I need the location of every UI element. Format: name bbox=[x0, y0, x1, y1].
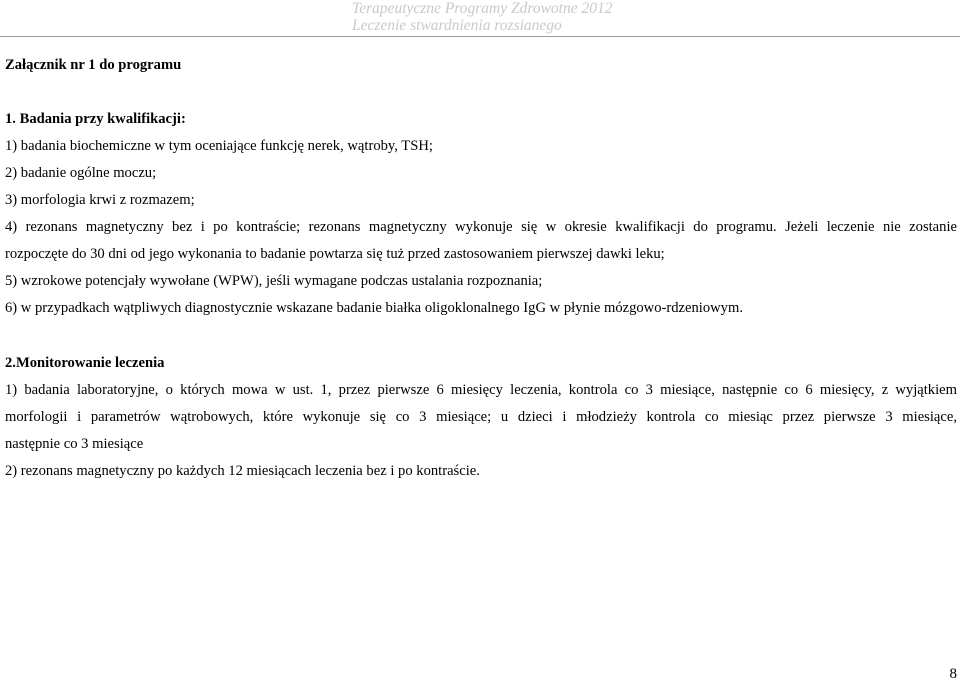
header-divider bbox=[0, 36, 960, 37]
list-item: 2) badanie ogólne moczu; bbox=[5, 165, 157, 181]
list-item-continuation: rozpoczęte do 30 dni od jego wykonania to badanie powtarza się tuż przed zastosowaniem pierwszej dawki leku; bbox=[5, 246, 665, 262]
list-item: 1) badania laboratoryjne, o których mowa w ust. 1, przez pierwsze 6 miesięcy leczenia, kontrola co 3 miesiące, następnie co 6 miesięcy, z wyjątkiem bbox=[5, 382, 957, 398]
list-item-continuation: następnie co 3 miesiące bbox=[5, 436, 144, 452]
page-number: 8 bbox=[949, 666, 957, 682]
header-program-title: Terapeutyczne Programy Zdrowotne 2012 bbox=[352, 0, 613, 17]
section-1-heading: 1. Badania przy kwalifikacji: bbox=[5, 111, 186, 127]
list-item: 4) rezonans magnetyczny bez i po kontraście; rezonans magnetyczny wykonuje się w okresie kwalifikacji do programu. Jeżeli leczenie nie zostanie bbox=[5, 219, 957, 235]
list-item: 2) rezonans magnetyczny po każdych 12 miesiącach leczenia bez i po kontraście. bbox=[5, 463, 480, 479]
section-2-heading: 2.Monitorowanie leczenia bbox=[5, 355, 165, 371]
list-item: 3) morfologia krwi z rozmazem; bbox=[5, 192, 195, 208]
list-item: 1) badania biochemiczne w tym oceniające funkcję nerek, wątroby, TSH; bbox=[5, 138, 433, 154]
annex-title: Załącznik nr 1 do programu bbox=[5, 57, 182, 73]
list-item: 6) w przypadkach wątpliwych diagnostycznie wskazane badanie białka oligoklonalnego IgG w płynie mózgowo-rdzeniowym. bbox=[5, 300, 743, 316]
header-program-subtitle: Leczenie stwardnienia rozsianego bbox=[352, 17, 562, 34]
list-item-continuation: morfologii i parametrów wątrobowych, które wykonuje się co 3 miesiące; u dzieci i młodzieży kontrola co miesiąc przez pierwsze 3 miesiące, bbox=[5, 409, 957, 425]
page-header bbox=[0, 0, 960, 38]
list-item: 5) wzrokowe potencjały wywołane (WPW), jeśli wymagane podczas ustalania rozpoznania; bbox=[5, 273, 543, 289]
